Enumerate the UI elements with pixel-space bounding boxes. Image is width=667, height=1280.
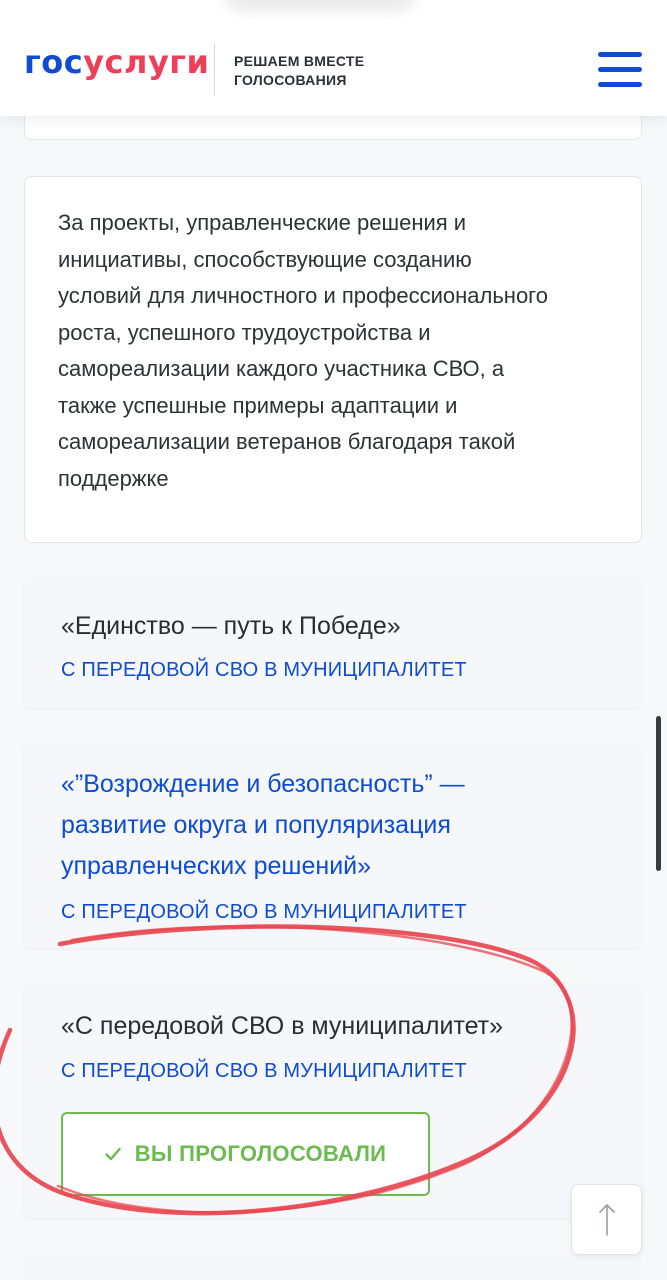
- description-line: условий для личностного и профессионального: [58, 283, 548, 308]
- voted-button[interactable]: [61, 1112, 430, 1196]
- project-title-line: «”Возрождение и безопасность” —: [61, 770, 465, 798]
- description-line: роста, успешного трудоустройства и: [58, 319, 431, 345]
- project-title-line: «С передовой СВО в муниципалитет»: [61, 1012, 504, 1040]
- voted-button-label: ВЫ ПРОГОЛОСОВАЛИ: [134, 1141, 387, 1166]
- arrow-up-icon: [597, 1202, 617, 1238]
- project-category-link[interactable]: С ПЕРЕДОВОЙ СВО В МУНИЦИПАЛИТЕТ: [61, 901, 467, 923]
- description-line: самореализации ветеранов благодаря такой: [58, 429, 516, 454]
- scroll-top-button[interactable]: [571, 1184, 642, 1255]
- header-slogan: [234, 52, 404, 90]
- gosuslugi-logo[interactable]: [24, 43, 210, 81]
- slogan-line-1: РЕШАЕМ ВМЕСТЕ: [234, 53, 365, 69]
- header-divider: [214, 44, 215, 96]
- voted-project-card[interactable]: [24, 982, 642, 1218]
- hamburger-menu-icon[interactable]: [598, 52, 642, 88]
- logo-gos: гос: [24, 43, 84, 81]
- project-category-link[interactable]: С ПЕРЕДОВОЙ СВО В МУНИЦИПАЛИТЕТ: [61, 1060, 467, 1082]
- description-line: За проекты, управленческие решения и: [58, 210, 467, 235]
- check-icon: [105, 1147, 121, 1161]
- nomination-description-card: [24, 176, 642, 543]
- menu-bar: [598, 52, 642, 57]
- menu-bar: [598, 82, 642, 87]
- project-title[interactable]: [61, 606, 401, 647]
- nomination-description: [58, 205, 618, 497]
- project-title[interactable]: [61, 1006, 503, 1047]
- logo-uslugi: услуги: [83, 43, 210, 81]
- description-line: также успешные примеры адаптации и: [58, 392, 458, 418]
- site-header: [0, 0, 667, 116]
- project-title-line: развитие округа и популяризация: [61, 811, 451, 839]
- project-card[interactable]: [24, 740, 642, 948]
- project-title-line: управленческих решений»: [61, 852, 372, 880]
- scrollbar[interactable]: [656, 716, 661, 871]
- device-notch: [225, 0, 415, 12]
- description-line: самореализации каждого участника СВО, а: [58, 356, 505, 381]
- description-line: инициативы, способствующие созданию: [58, 246, 472, 272]
- menu-bar: [598, 67, 642, 72]
- project-category-link[interactable]: С ПЕРЕДОВОЙ СВО В МУНИЦИПАЛИТЕТ: [61, 659, 467, 681]
- project-card[interactable]: [24, 578, 642, 708]
- description-line: поддержке: [58, 465, 169, 491]
- next-card: [24, 1252, 642, 1280]
- slogan-line-2: ГОЛОСОВАНИЯ: [234, 72, 347, 88]
- project-title-link[interactable]: [61, 764, 465, 887]
- project-title-line: «Единство — путь к Победе»: [61, 612, 401, 640]
